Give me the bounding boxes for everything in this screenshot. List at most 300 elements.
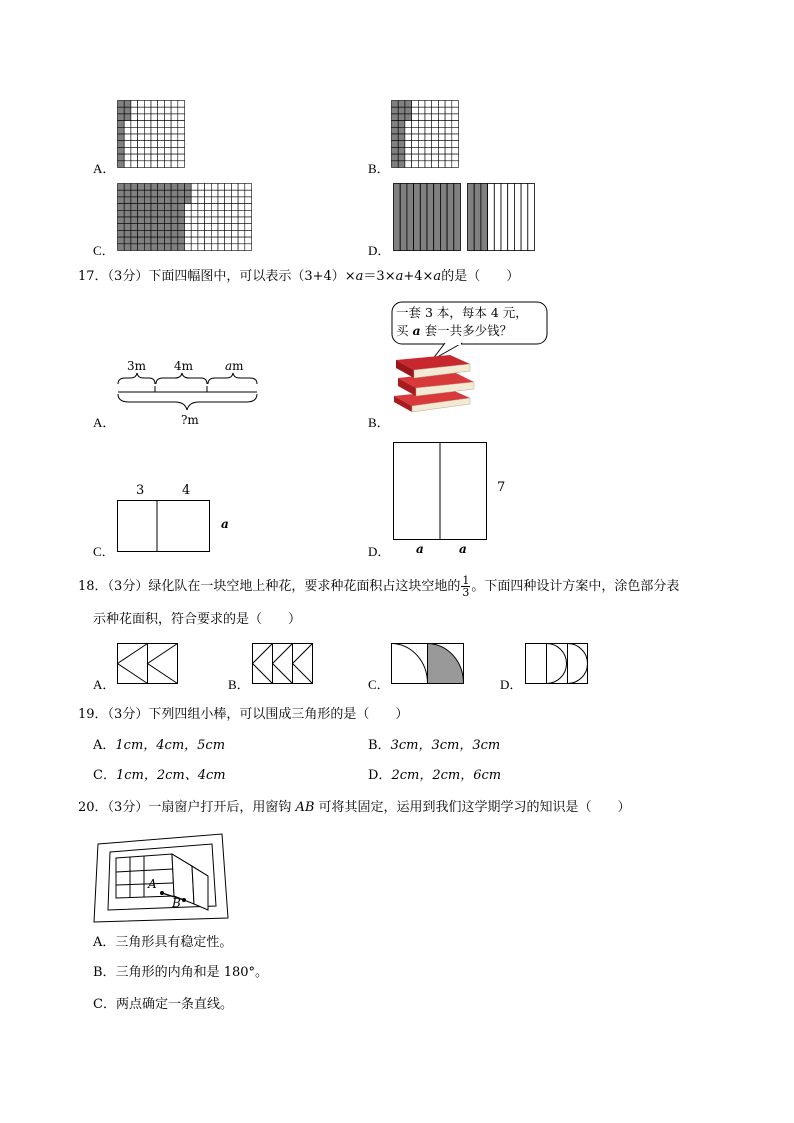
- grid-cell: [164, 230, 171, 237]
- grid-cell: [164, 190, 171, 197]
- q17-d-bottom-label-1: a: [416, 542, 424, 556]
- grid-cell: [211, 244, 218, 251]
- grid-cell: [171, 217, 178, 224]
- grid-cell: [445, 161, 452, 168]
- grid-cell: [392, 154, 399, 161]
- q17-a-seg1-label: 3m: [127, 359, 147, 373]
- grid-cell: [178, 161, 185, 168]
- grid-cell: [238, 197, 245, 204]
- grid-cell: [238, 230, 245, 237]
- grid-cell: [151, 127, 158, 134]
- grid-cell: [164, 147, 171, 154]
- grid-cell: [452, 121, 459, 128]
- grid-cell: [124, 161, 131, 168]
- grid-cell: [124, 230, 131, 237]
- grid-cell: [392, 114, 399, 121]
- grid-cell: [198, 197, 205, 204]
- grid-cell: [118, 127, 125, 134]
- grid-cell: [231, 190, 238, 197]
- grid-cell: [392, 121, 399, 128]
- grid-cell: [151, 244, 158, 251]
- grid-cell: [171, 147, 178, 154]
- strip: [501, 184, 508, 251]
- grid-cell: [131, 244, 138, 251]
- grid-cell: [398, 114, 405, 121]
- grid-cell: [205, 230, 212, 237]
- grid-cell: [205, 244, 212, 251]
- grid-cell: [144, 184, 151, 191]
- grid-cell: [124, 154, 131, 161]
- grid-cell: [151, 204, 158, 211]
- grid-cell: [225, 217, 232, 224]
- strip: [488, 184, 495, 251]
- grid-cell: [398, 154, 405, 161]
- grid-cell: [211, 190, 218, 197]
- grid-cell: [418, 141, 425, 148]
- grid-cell: [124, 101, 131, 108]
- q18-stem-line1: 18．（3分）绿化队在一块空地上种花，要求种花面积占这块空地的 $\frac{1}{3}$ 。下面四种设计方案中，涂色部分表: [78, 574, 680, 599]
- grid-cell: [211, 237, 218, 244]
- grid-cell: [205, 217, 212, 224]
- q19-option-b[interactable]: B．3cm，3cm，3cm: [368, 738, 501, 753]
- grid-cell: [225, 190, 232, 197]
- grid-cell: [164, 154, 171, 161]
- grid-cell: [171, 237, 178, 244]
- grid-cell: [231, 244, 238, 251]
- grid-cell: [191, 230, 198, 237]
- grid-cell: [138, 190, 145, 197]
- grid-cell: [118, 210, 125, 217]
- grid-cell: [438, 101, 445, 108]
- grid-cell: [425, 107, 432, 114]
- q17-d-side-label: 7: [497, 480, 506, 495]
- grid-cell: [158, 121, 165, 128]
- grid-cell: [158, 230, 165, 237]
- strip: [447, 184, 454, 251]
- grid-cell: [432, 154, 439, 161]
- q20-point-a-label: A: [148, 877, 157, 891]
- grid-cell: [164, 197, 171, 204]
- grid-cell: [418, 121, 425, 128]
- grid-cell: [405, 127, 412, 134]
- grid-cell: [185, 184, 192, 191]
- grid-cell: [225, 244, 232, 251]
- strip: [440, 184, 447, 251]
- q18-stem-line2: 示种花面积，符合要求的是（ ）: [93, 612, 302, 627]
- grid-cell: [245, 184, 252, 191]
- q18-option-c-figure[interactable]: [391, 643, 465, 685]
- grid-cell: [445, 107, 452, 114]
- grid-cell: [425, 121, 432, 128]
- grid-cell: [178, 184, 185, 191]
- grid-cell: [171, 141, 178, 148]
- grid-cell: [178, 141, 185, 148]
- grid-cell: [225, 204, 232, 211]
- grid-cell: [144, 204, 151, 211]
- grid-cell: [398, 121, 405, 128]
- grid-cell: [418, 107, 425, 114]
- grid-cell: [178, 101, 185, 108]
- q18-option-a-figure[interactable]: [117, 643, 179, 685]
- grid-cell: [198, 184, 205, 191]
- q18-fraction: $\frac{1}{3}$: [462, 574, 470, 599]
- q17-b-bubble-line1: 一套 3 本，每本 4 元，: [396, 305, 528, 320]
- grid-cell: [178, 147, 185, 154]
- grid-cell: [412, 127, 419, 134]
- grid-cell: [238, 190, 245, 197]
- grid-cell: [131, 224, 138, 231]
- grid-cell: [164, 184, 171, 191]
- grid-cell: [418, 147, 425, 154]
- grid-cell: [171, 154, 178, 161]
- strip: [420, 184, 427, 251]
- grid-cell: [124, 190, 131, 197]
- grid-cell: [438, 121, 445, 128]
- grid-cell: [211, 230, 218, 237]
- grid-cell: [144, 134, 151, 141]
- grid-cell: [231, 230, 238, 237]
- grid-cell: [144, 197, 151, 204]
- grid-cell: [245, 210, 252, 217]
- grid-cell: [205, 237, 212, 244]
- grid-cell: [445, 127, 452, 134]
- grid-cell: [198, 217, 205, 224]
- strip: [474, 184, 481, 251]
- grid-cell: [158, 244, 165, 251]
- grid-cell: [131, 237, 138, 244]
- q20-option-a[interactable]: A．三角形具有稳定性。: [93, 935, 233, 950]
- q17-a-seg2-label: 4m: [174, 359, 194, 373]
- grid-cell: [171, 127, 178, 134]
- grid-cell: [138, 141, 145, 148]
- q19-option-d[interactable]: D．2cm，2cm，6cm: [368, 768, 502, 783]
- grid-cell: [452, 101, 459, 108]
- grid-cell: [178, 244, 185, 251]
- strip: [528, 184, 535, 251]
- grid-cell: [191, 190, 198, 197]
- grid-cell: [245, 224, 252, 231]
- grid-cell: [118, 154, 125, 161]
- grid-cell: [405, 154, 412, 161]
- grid-cell: [445, 147, 452, 154]
- grid-cell: [171, 197, 178, 204]
- q16-option-b-grid[interactable]: [391, 100, 459, 168]
- grid-cell: [245, 190, 252, 197]
- grid-cell: [445, 101, 452, 108]
- grid-cell: [164, 127, 171, 134]
- grid-cell: [144, 127, 151, 134]
- grid-cell: [131, 107, 138, 114]
- grid-cell: [438, 147, 445, 154]
- q17-d-rectangle[interactable]: [393, 442, 488, 541]
- grid-cell: [124, 134, 131, 141]
- q18-option-d-figure[interactable]: [525, 643, 589, 685]
- grid-cell: [171, 114, 178, 121]
- grid-cell: [138, 107, 145, 114]
- grid-cell: [178, 224, 185, 231]
- grid-cell: [412, 121, 419, 128]
- q17-stem: 17．（3分）下面四幅图中，可以表示（3+4）×a＝3×a+4×a的是（ ）: [78, 269, 520, 284]
- q16-option-d-strips[interactable]: [393, 183, 535, 251]
- grid-cell: [218, 197, 225, 204]
- grid-cell: [225, 237, 232, 244]
- grid-cell: [158, 134, 165, 141]
- grid-cell: [178, 217, 185, 224]
- grid-cell: [144, 107, 151, 114]
- grid-cell: [218, 217, 225, 224]
- strip: [400, 184, 407, 251]
- grid-cell: [231, 184, 238, 191]
- grid-cell: [185, 190, 192, 197]
- grid-cell: [118, 134, 125, 141]
- q16-option-c-grid[interactable]: [117, 183, 253, 251]
- grid-cell: [445, 141, 452, 148]
- grid-cell: [218, 244, 225, 251]
- grid-cell: [245, 197, 252, 204]
- grid-cell: [398, 107, 405, 114]
- grid-cell: [425, 114, 432, 121]
- grid-cell: [131, 184, 138, 191]
- grid-cell: [418, 161, 425, 168]
- q19-option-c[interactable]: C．1cm，2cm、4cm: [93, 768, 226, 783]
- grid-cell: [131, 197, 138, 204]
- grid-cell: [432, 107, 439, 114]
- grid-cell: [164, 107, 171, 114]
- grid-cell: [118, 141, 125, 148]
- grid-cell: [178, 127, 185, 134]
- grid-cell: [211, 217, 218, 224]
- grid-cell: [211, 204, 218, 211]
- q20-option-b[interactable]: B．三角形的内角和是 180°。: [93, 965, 269, 980]
- q20-option-c[interactable]: C．两点确定一条直线。: [93, 997, 233, 1012]
- grid-cell: [438, 114, 445, 121]
- grid-cell: [158, 217, 165, 224]
- q17-option-d-label: D．: [368, 544, 391, 559]
- grid-cell: [231, 224, 238, 231]
- grid-cell: [151, 147, 158, 154]
- grid-cell: [118, 184, 125, 191]
- grid-cell: [138, 154, 145, 161]
- strip: [494, 184, 501, 251]
- grid-cell: [191, 217, 198, 224]
- grid-cell: [164, 210, 171, 217]
- strip: [434, 184, 441, 251]
- grid-cell: [238, 184, 245, 191]
- q16-option-d-label: D．: [368, 243, 391, 258]
- grid-cell: [178, 114, 185, 121]
- grid-cell: [158, 197, 165, 204]
- grid-cell: [218, 204, 225, 211]
- grid-cell: [158, 147, 165, 154]
- grid-cell: [138, 224, 145, 231]
- grid-cell: [211, 210, 218, 217]
- q20-point-b-label: B: [172, 896, 181, 910]
- q19-stem: 19．（3分）下列四组小棒，可以围成三角形的是（ ）: [78, 707, 409, 722]
- grid-cell: [164, 204, 171, 211]
- grid-cell: [151, 237, 158, 244]
- grid-cell: [178, 237, 185, 244]
- grid-cell: [425, 141, 432, 148]
- grid-cell: [118, 161, 125, 168]
- grid-cell: [138, 161, 145, 168]
- grid-cell: [445, 114, 452, 121]
- grid-cell: [238, 204, 245, 211]
- grid-cell: [118, 204, 125, 211]
- q16-option-a-grid[interactable]: [117, 100, 185, 168]
- strip: [468, 184, 475, 251]
- q16-option-b-label: B．: [368, 161, 390, 176]
- grid-cell: [138, 230, 145, 237]
- grid-cell: [131, 204, 138, 211]
- q16-option-a-label: A．: [93, 161, 116, 176]
- grid-cell: [124, 114, 131, 121]
- grid-cell: [158, 237, 165, 244]
- grid-cell: [124, 197, 131, 204]
- grid-cell: [158, 127, 165, 134]
- q17-option-b-label: B．: [368, 415, 390, 430]
- grid-cell: [171, 161, 178, 168]
- grid-cell: [238, 210, 245, 217]
- grid-cell: [138, 197, 145, 204]
- grid-cell: [164, 141, 171, 148]
- grid-cell: [171, 107, 178, 114]
- grid-cell: [171, 101, 178, 108]
- grid-cell: [124, 147, 131, 154]
- grid-cell: [452, 147, 459, 154]
- grid-cell: [164, 101, 171, 108]
- grid-cell: [138, 147, 145, 154]
- grid-cell: [432, 127, 439, 134]
- grid-cell: [151, 184, 158, 191]
- grid-cell: [412, 107, 419, 114]
- strip: [514, 184, 521, 251]
- grid-cell: [432, 141, 439, 148]
- grid-cell: [164, 121, 171, 128]
- grid-cell: [151, 161, 158, 168]
- grid-cell: [198, 230, 205, 237]
- grid-cell: [211, 197, 218, 204]
- q18-option-a-label: A．: [93, 677, 116, 692]
- q18-option-c-label: C．: [368, 677, 390, 692]
- q17-c-top-label-2: 4: [182, 483, 191, 498]
- grid-cell: [158, 161, 165, 168]
- grid-cell: [191, 244, 198, 251]
- q19-option-a[interactable]: A．1cm，4cm，5cm: [93, 738, 226, 753]
- grid-cell: [164, 244, 171, 251]
- q17-a-total-label: ?m: [181, 413, 199, 427]
- strip: [394, 184, 401, 251]
- grid-cell: [412, 114, 419, 121]
- grid-cell: [185, 210, 192, 217]
- grid-cell: [245, 244, 252, 251]
- strip: [414, 184, 421, 251]
- grid-cell: [185, 197, 192, 204]
- grid-cell: [178, 121, 185, 128]
- grid-cell: [412, 147, 419, 154]
- grid-cell: [178, 210, 185, 217]
- grid-cell: [178, 190, 185, 197]
- grid-cell: [131, 141, 138, 148]
- grid-cell: [151, 134, 158, 141]
- grid-cell: [185, 237, 192, 244]
- grid-cell: [124, 237, 131, 244]
- grid-cell: [432, 134, 439, 141]
- grid-cell: [432, 101, 439, 108]
- grid-cell: [445, 121, 452, 128]
- grid-cell: [205, 204, 212, 211]
- grid-cell: [225, 224, 232, 231]
- grid-cell: [398, 147, 405, 154]
- grid-cell: [131, 217, 138, 224]
- grid-cell: [158, 114, 165, 121]
- grid-cell: [245, 230, 252, 237]
- grid-cell: [178, 134, 185, 141]
- grid-cell: [124, 141, 131, 148]
- grid-cell: [178, 197, 185, 204]
- grid-cell: [445, 134, 452, 141]
- grid-cell: [144, 190, 151, 197]
- grid-cell: [218, 237, 225, 244]
- grid-cell: [138, 204, 145, 211]
- strip: [521, 184, 528, 251]
- grid-cell: [158, 224, 165, 231]
- grid-cell: [131, 121, 138, 128]
- q17-a-brace-diagram[interactable]: [115, 372, 260, 412]
- grid-cell: [392, 101, 399, 108]
- grid-cell: [171, 210, 178, 217]
- q17-option-a-label: A．: [93, 415, 116, 430]
- grid-cell: [405, 134, 412, 141]
- grid-cell: [138, 244, 145, 251]
- grid-cell: [118, 147, 125, 154]
- grid-cell: [198, 204, 205, 211]
- grid-cell: [138, 184, 145, 191]
- grid-cell: [131, 101, 138, 108]
- grid-cell: [412, 161, 419, 168]
- grid-cell: [118, 224, 125, 231]
- grid-cell: [171, 134, 178, 141]
- strip: [427, 184, 434, 251]
- grid-cell: [231, 197, 238, 204]
- grid-cell: [118, 197, 125, 204]
- grid-cell: [171, 184, 178, 191]
- grid-cell: [231, 217, 238, 224]
- q18-option-d-label: D．: [500, 677, 523, 692]
- q18-option-b-label: B．: [228, 677, 250, 692]
- grid-cell: [144, 244, 151, 251]
- grid-cell: [144, 161, 151, 168]
- grid-cell: [138, 210, 145, 217]
- grid-cell: [158, 210, 165, 217]
- grid-cell: [398, 134, 405, 141]
- grid-cell: [452, 154, 459, 161]
- grid-cell: [131, 134, 138, 141]
- grid-cell: [418, 134, 425, 141]
- grid-cell: [144, 114, 151, 121]
- q17-c-rectangle[interactable]: [117, 500, 211, 553]
- grid-cell: [218, 224, 225, 231]
- grid-cell: [144, 230, 151, 237]
- grid-cell: [425, 127, 432, 134]
- q17-option-c-label: C．: [93, 544, 115, 559]
- grid-cell: [412, 134, 419, 141]
- grid-cell: [412, 154, 419, 161]
- q18-option-b-figure[interactable]: [252, 643, 314, 685]
- grid-cell: [164, 134, 171, 141]
- grid-cell: [198, 210, 205, 217]
- grid-cell: [452, 127, 459, 134]
- grid-cell: [438, 161, 445, 168]
